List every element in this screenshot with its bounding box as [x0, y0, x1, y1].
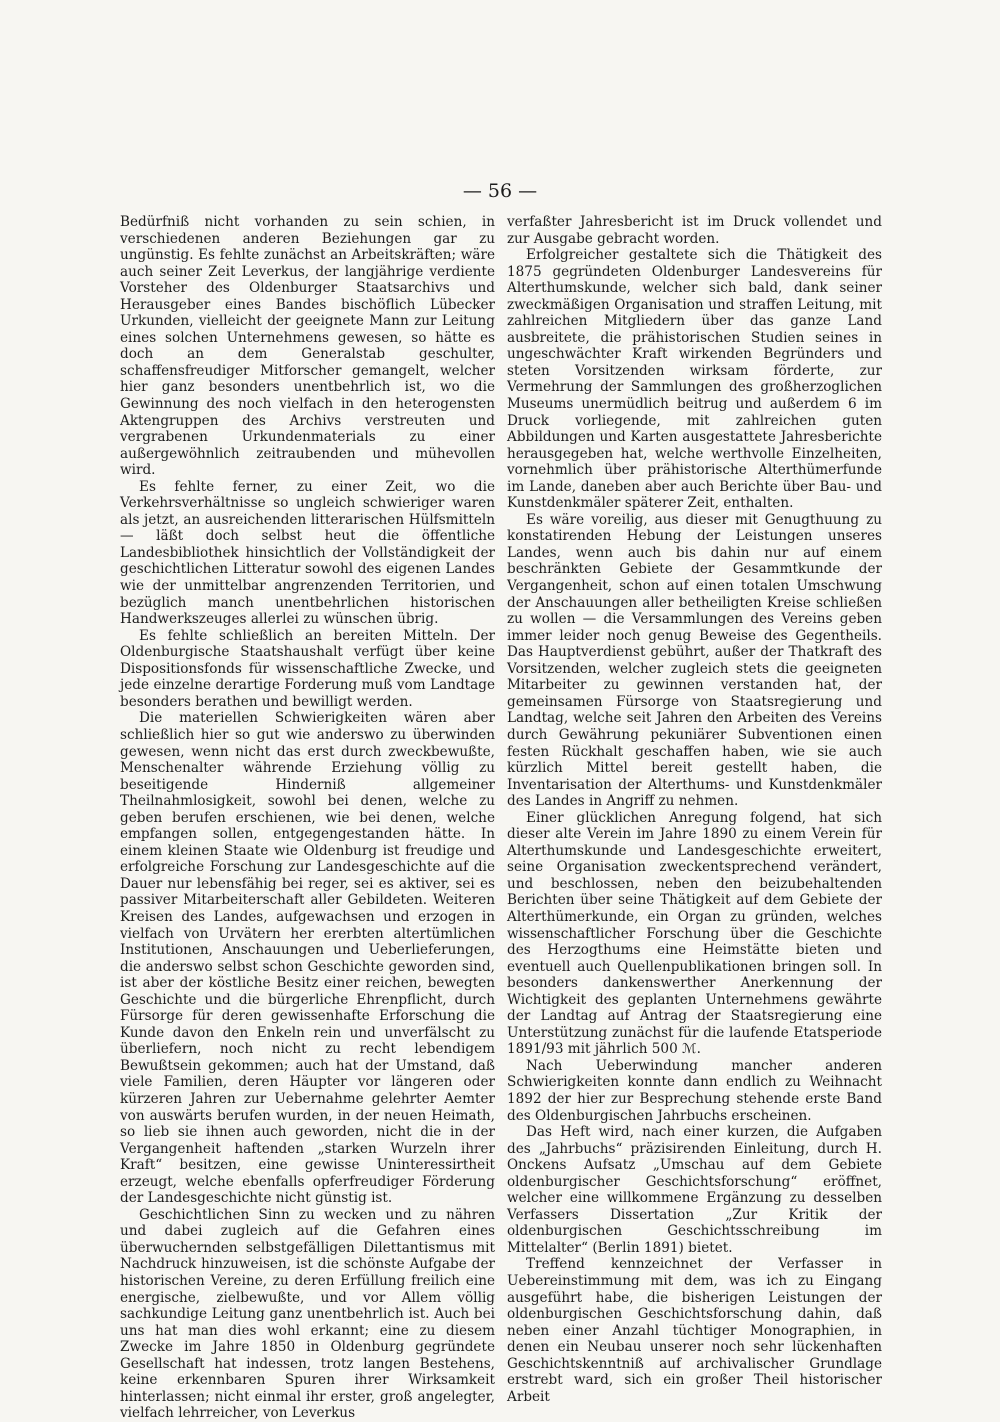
- paragraph: Es wäre voreilig, aus dieser mit Genugthuung zu konstatirenden Hebung der Leistungen unseres Landes, wenn auch bis dahin nur auf einem beschränkten Gebiete der Gesammtkunde der Vergangenheit, schon auf einen totalen Umschwung der Anschauungen aller betheiligten Kreise schließen zu wollen — die Versammlungen des Vereins geben immer leider noch genug Beweise des Gegentheils. Das Hauptverdienst gebührt, außer der Thatkraft des Vorsitzenden, welcher zugleich stets die geeigneten Mitarbeiter zu gewinnen verstanden hat, der gemeinsamen Fürsorge von Staatsregierung und Landtag, welche seit Jahren den Arbeiten des Vereins durch Gewährung pekuniärer Subventionen einen festen Rückhalt geschaffen haben, wie sie auch kürzlich Mittel bereit gestellt haben, die Inventarisation der Alterthums- und Kunstdenkmäler des Landes in Angriff zu nehmen.: [507, 511, 882, 810]
- left-column: [120, 214, 495, 1422]
- page-number: — 56 —: [462, 180, 538, 202]
- paragraph: Geschichtlichen Sinn zu wecken und zu nähren und dabei zugleich auf die Gefahren eines überwuchernden selbstgefälligen Dilettantismus mit Nachdruck hinzuweisen, ist die schönste Aufgabe der historischen Vereine, zu deren Erfüllung freilich eine energische, zielbewußte, und vor Allem völlig sachkundige Leitung ganz unentbehrlich ist. Auch bei uns hat man dies wohl erkannt; eine zu diesem Zwecke im Jahre 1850 in Oldenburg gegründete Gesellschaft hat indessen, trotz langen Bestehens, keine erkennbaren Spuren ihrer Wirksamkeit hinterlassen; nicht einmal ihr erster, groß angelegter, vielfach lehrreicher, von Leverkus: [120, 1206, 495, 1422]
- paragraph: Das Heft wird, nach einer kurzen, die Aufgaben des „Jahrbuchs“ präzisirenden Einleitung, durch H. Onckens Aufsatz „Umschau auf dem Gebiete oldenburgischer Geschichtsforschung“ eröffnet, welcher eine willkommene Ergänzung zu desselben Verfassers Dissertation „Zur Kritik der oldenburgischen Geschichtsschreibung im Mittelalter“ (Berlin 1891) bietet.: [507, 1124, 882, 1256]
- paragraph: verfaßter Jahresbericht ist im Druck vollendet und zur Ausgabe gebracht worden.: [507, 214, 882, 247]
- paragraph: Treffend kennzeichnet der Verfasser in Uebereinstimmung mit dem, was ich zu Eingang ausgeführt habe, die bisherigen Leistungen der oldenburgischen Geschichtsforschung dahin, daß neben einer Anzahl tüchtiger Monographien, in denen ein Neubau unserer noch sehr lückenhaften Geschichtskenntniß auf archivalischer Grundlage erstrebt ward, sich ein großer Theil historischer Arbeit: [507, 1256, 882, 1405]
- paragraph: Es fehlte ferner, zu einer Zeit, wo die Verkehrsverhältnisse so ungleich schwieriger waren als jetzt, an ausreichenden litterarischen Hülfsmitteln — läßt doch selbst heut die öffentliche Landesbibliothek hinsichtlich der Vollständigkeit der geschichtlichen Litteratur sowohl des eigenen Landes wie der unmittelbar angrenzenden Territorien, und bezüglich manch unentbehrlichen historischen Handwerkszeuges allerlei zu wünschen übrig.: [120, 478, 495, 628]
- right-column: [507, 214, 882, 1405]
- paragraph: Bedürfniß nicht vorhanden zu sein schien, in verschiedenen anderen Beziehungen gar zu ungünstig. Es fehlte zunächst an Arbeitskräften; wäre auch seiner Zeit Leverkus, der langjährige verdiente Vorsteher des Oldenburger Staatsarchivs und Herausgeber eines Bandes bischöflich Lübecker Urkunden, vielleicht der geeignete Mann zur Leitung eines solchen Unternehmens gewesen, so hätte es doch an dem Generalstab geschulter, schaffensfreudiger Mitforscher gemangelt, welcher hier ganz besonders unentbehrlich ist, wo die Gewinnung des noch vielfach in den heterogensten Aktengruppen des Archivs verstreuten und vergrabenen Urkundenmaterials zu einer außergewöhnlich zeitraubenden und mühevollen wird.: [120, 214, 495, 479]
- paragraph: Erfolgreicher gestaltete sich die Thätigkeit des 1875 gegründeten Oldenburger Landesvereins für Alterthumskunde, welcher sich bald, dank seiner zweckmäßigen Organisation und straffen Leitung, mit zahlreichen Mitgliedern über das ganze Land ausbreitete, die prähistorischen Studien seines in ungeschwächter Kraft wirkenden Begründers und steten Vorsitzenden wirksam förderte, zur Vermehrung der Sammlungen des großherzoglichen Museums unermüdlich beitrug und außerdem 6 im Druck vorliegende, mit zahlreichen guten Abbildungen und Karten ausgestattete Jahresberichte herausgegeben hat, welche werthvolle Einzelheiten, vornehmlich über prähistorische Alterthümerfunde im Lande, daneben aber auch Berichte über Bau- und Kunstdenkmäler späterer Zeit, enthalten.: [507, 247, 882, 512]
- paragraph: Die materiellen Schwierigkeiten wären aber schließlich hier so gut wie anderswo zu überwinden gewesen, wenn nicht das erst durch zweckbewußte, Menschenalter währende Erziehung völlig zu beseitigende Hinderniß allgemeiner Theilnahmlosigkeit, sowohl bei denen, welche zu geben berufen erschienen, wie bei denen, welche empfangen sollen, entgegengestanden hätte. In einem kleinen Staate wie Oldenburg ist freudige und erfolgreiche Forschung zur Landesgeschichte auf die Dauer nur lebensfähig bei reger, sei es aktiver, sei es passiver Mitarbeiterschaft aller Gebildeten. Weiteren Kreisen des Landes, aufgewachsen und erzogen in vielfach von Urvätern her ererbten altertümlichen Institutionen, Anschauungen und Ueberlieferungen, die anderswo selbst schon Geschichte geworden sind, ist aber der köstliche Besitz einer reichen, bewegten Geschichte und die bürgerliche Ehrenpflicht, durch Fürsorge für deren gewissenhafte Erforschung die Kunde davon den Enkeln rein und unverfälscht zu überliefern, noch nicht zu recht lebendigem Bewußtsein gekommen; auch hat der Umstand, daß viele Familien, deren Häupter vor längeren oder kürzeren Jahren zur Uebernahme gelehrter Aemter von auswärts berufen wurden, in der neuen Heimath, so lieb sie ihnen auch geworden, nicht die in der Vergangenheit haftenden „starken Wurzeln ihrer Kraft“ besitzen, eine gewisse Uninteressirtheit erzeugt, welche ebenfalls opferfreudiger Förderung der Landesgeschichte nicht günstig ist.: [120, 710, 495, 1207]
- paragraph: Es fehlte schließlich an bereiten Mitteln. Der Oldenburgische Staatshaushalt verfügt über keine Dispositionsfonds für wissenschaftliche Zwecke, und jede einzelne derartige Forderung muß vom Landtage besonders berathen und bewilligt werden.: [120, 627, 495, 710]
- paragraph: Nach Ueberwindung mancher anderen Schwierigkeiten konnte dann endlich zu Weihnacht 1892 der hier zur Besprechung stehende erste Band des Oldenburgischen Jahrbuchs erscheinen.: [507, 1057, 882, 1124]
- paragraph: Einer glücklichen Anregung folgend, hat sich dieser alte Verein im Jahre 1890 zu einem Verein für Alterthumskunde und Landesgeschichte erweitert, seine Organisation zweckentsprechend verändert, und beschlossen, neben den beizubehaltenden Berichten über seine Thätigkeit auf dem Gebiete der Alterthümerkunde, ein Organ zu gründen, welches wissenschaftlicher Forschung über die Geschichte des Herzogthums eine Heimstätte bieten und eventuell auch Quellenpublikationen bringen soll. In besonders dankenswerther Anerkennung der Wichtigkeit des geplanten Unternehmens gewährte der Landtag auf Antrag der Staatsregierung eine Unterstützung zunächst für die laufende Etatsperiode 1891/93 mit jährlich 500 ℳ.: [507, 809, 882, 1058]
